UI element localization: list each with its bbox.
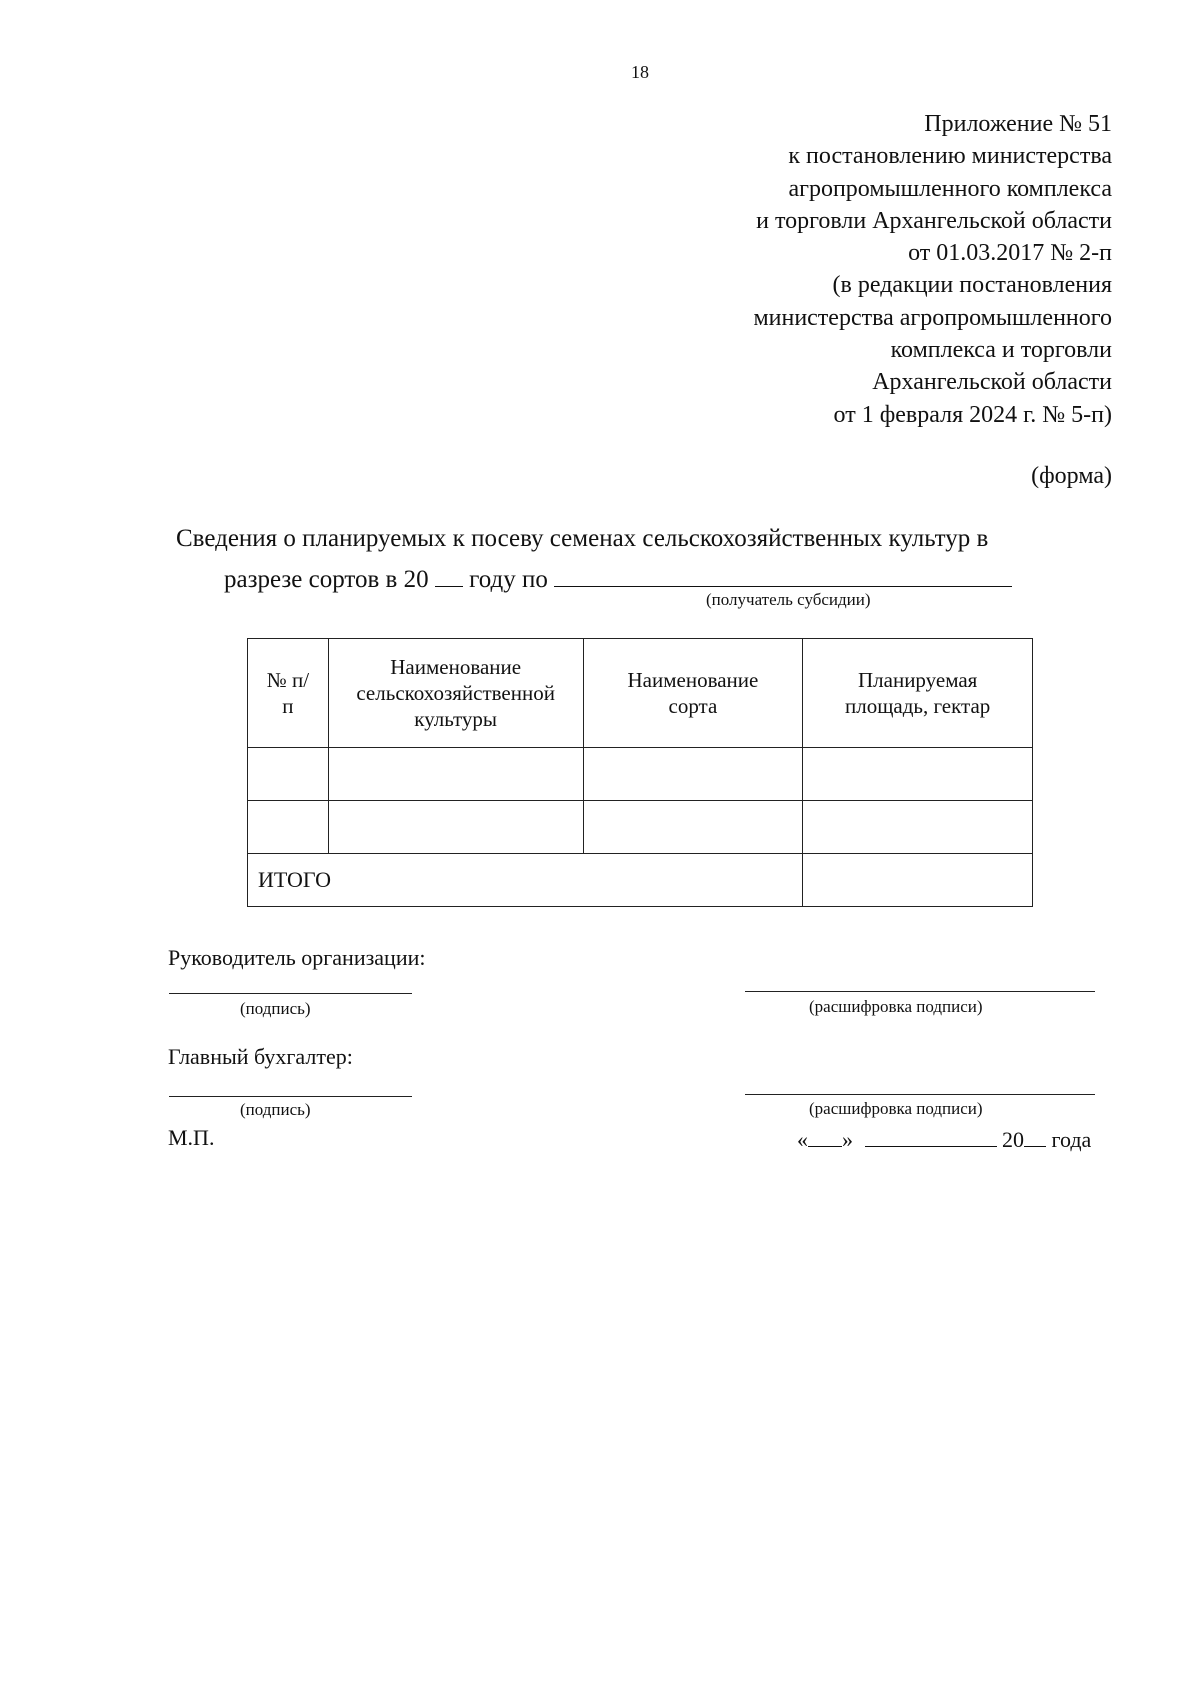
header-number: № п/п [248,639,329,748]
date-close-quote: » [842,1127,853,1152]
total-area-cell[interactable] [803,854,1033,907]
date-year-blank[interactable] [1024,1124,1046,1147]
table-cell[interactable] [328,801,583,854]
date-year-prefix: 20 [1002,1127,1024,1152]
head-label: Руководитель организации: [168,945,426,970]
date-day-blank[interactable] [808,1124,842,1147]
table-cell[interactable] [583,801,803,854]
document-title-line2 [224,561,1012,594]
page-number: 18 [631,62,649,82]
title-year-prefix: разрезе сортов в 20 [224,566,429,593]
accountant-decoding-hint: (расшифровка подписи) [809,1099,983,1118]
appendix-line: от 01.03.2017 № 2-п [908,240,1112,267]
appendix-line: министерства агропромышленного [753,304,1112,331]
signing-date [797,1124,1091,1153]
appendix-line: к постановлению министерства [788,143,1112,170]
document-title-line1: Сведения о планируемых к посеву семенах сельскохозяйственных культур в [176,525,989,552]
planting-table [247,638,1033,907]
table-cell[interactable] [803,748,1033,801]
header-area: Планируемая площадь, гектар [803,639,1033,748]
table-row [248,748,1033,801]
header-variety: Наименование сорта [583,639,803,748]
table-cell[interactable] [583,748,803,801]
header-crop: Наименование сельскохозяйственной культуры [328,639,583,748]
recipient-blank-field[interactable] [554,561,1012,587]
table-row [248,801,1033,854]
table-header-row [248,639,1033,748]
year-blank-field[interactable] [435,561,463,587]
table-cell[interactable] [248,801,329,854]
accountant-label: Главный бухгалтер: [168,1044,353,1069]
date-year-suffix: года [1051,1127,1092,1152]
table-cell[interactable] [803,801,1033,854]
head-decoding-line[interactable] [745,991,1095,992]
date-open-quote: « [797,1127,808,1152]
form-label: (форма) [1031,463,1112,489]
accountant-signature-line[interactable] [169,1096,412,1097]
appendix-line: от 1 февраля 2024 г. № 5-п) [833,401,1112,428]
date-month-blank[interactable] [865,1124,997,1147]
recipient-hint: (получатель субсидии) [706,590,871,609]
total-label: ИТОГО [248,854,803,907]
table-cell[interactable] [248,748,329,801]
head-signature-line[interactable] [169,993,412,994]
head-signature-hint: (подпись) [240,999,311,1018]
appendix-header [753,108,1112,431]
appendix-line: Архангельской области [872,369,1112,396]
title-middle-text: году по [469,566,548,593]
appendix-line: комплекса и торговли [890,337,1112,364]
appendix-line: Приложение № 51 [924,111,1112,137]
appendix-line: агропромышленного комплекса [788,175,1112,202]
appendix-line: (в редакции постановления [832,272,1112,299]
head-decoding-hint: (расшифровка подписи) [809,997,983,1016]
table-total-row [248,854,1033,907]
stamp-label: М.П. [168,1125,215,1150]
accountant-signature-hint: (подпись) [240,1100,311,1119]
accountant-decoding-line[interactable] [745,1094,1095,1095]
table-cell[interactable] [328,748,583,801]
appendix-line: и торговли Архангельской области [756,207,1112,234]
